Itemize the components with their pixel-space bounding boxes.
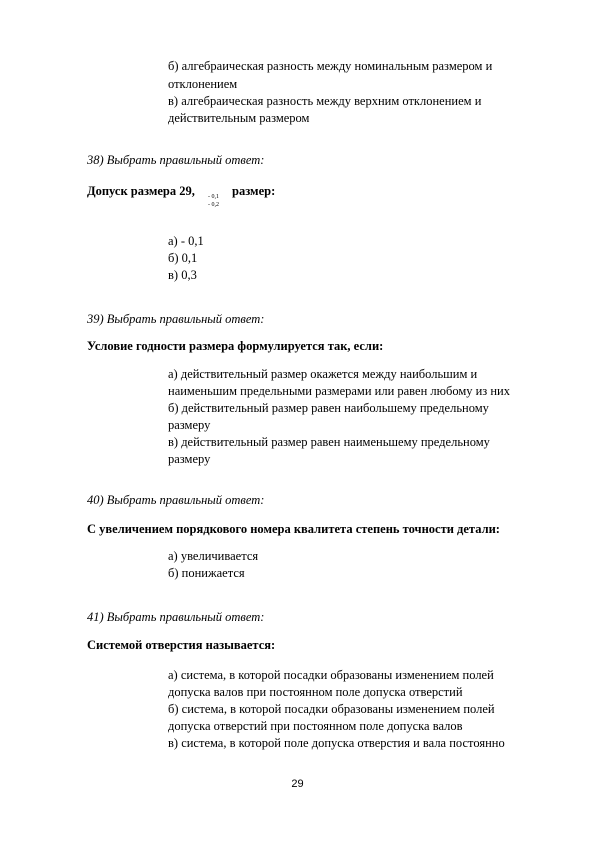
prev-option-b-line2: отклонением: [168, 77, 238, 91]
q39-line-1: а) действительный размер окажется между наибольшим и: [168, 367, 478, 381]
q41-line-2: допуска валов при постоянном поле допуска отверстий: [168, 685, 463, 699]
q39-stem: Условие годности размера формулируется так, если:: [87, 339, 384, 353]
q39-line-3: б) действительный размер равен наибольшему предельному: [168, 401, 489, 415]
q39-line-2: наименьшим предельными размерами или равен любому из них: [168, 384, 510, 398]
q38-option-b: б) 0,1: [168, 251, 198, 265]
q40-option-b: б) понижается: [168, 566, 245, 580]
q40-option-a: а) увеличивается: [168, 549, 259, 563]
q41-header: 41) Выбрать правильный ответ:: [87, 610, 265, 624]
q41-stem: Системой отверстия называется:: [87, 638, 276, 652]
q38-stem-b: размер:: [232, 184, 276, 198]
q38-lower-deviation: - 0,2: [208, 202, 219, 208]
q39-line-6: размеру: [168, 452, 211, 466]
q41-line-5: в) система, в которой поле допуска отверстия и вала постоянно: [168, 736, 505, 750]
q39-line-5: в) действительный размер равен наименьшему предельному: [168, 435, 490, 449]
q38-upper-deviation: - 0,1: [208, 194, 219, 200]
prev-option-c-line2: действительным размером: [168, 111, 310, 125]
q38-header: 38) Выбрать правильный ответ:: [87, 153, 265, 167]
q41-line-4: допуска отверстий при постоянном поле допуска валов: [168, 719, 463, 733]
q39-line-4: размеру: [168, 418, 211, 432]
prev-option-b-line1: б) алгебраическая разность между номинальным размером и: [168, 59, 493, 73]
q40-stem: С увеличением порядкового номера квалитета степень точности детали:: [87, 522, 500, 536]
q41-line-1: а) система, в которой посадки образованы изменением полей: [168, 668, 494, 682]
q38-option-c: в) 0,3: [168, 268, 197, 282]
q39-header: 39) Выбрать правильный ответ:: [87, 312, 265, 326]
q38-option-a: а) - 0,1: [168, 234, 204, 248]
q38-stem-a: Допуск размера 29,: [87, 184, 195, 198]
prev-option-c-line1: в) алгебраическая разность между верхним отклонением и: [168, 94, 482, 108]
q40-header: 40) Выбрать правильный ответ:: [87, 493, 265, 507]
page-number: 29: [291, 778, 304, 790]
q41-line-3: б) система, в которой посадки образованы изменением полей: [168, 702, 495, 716]
